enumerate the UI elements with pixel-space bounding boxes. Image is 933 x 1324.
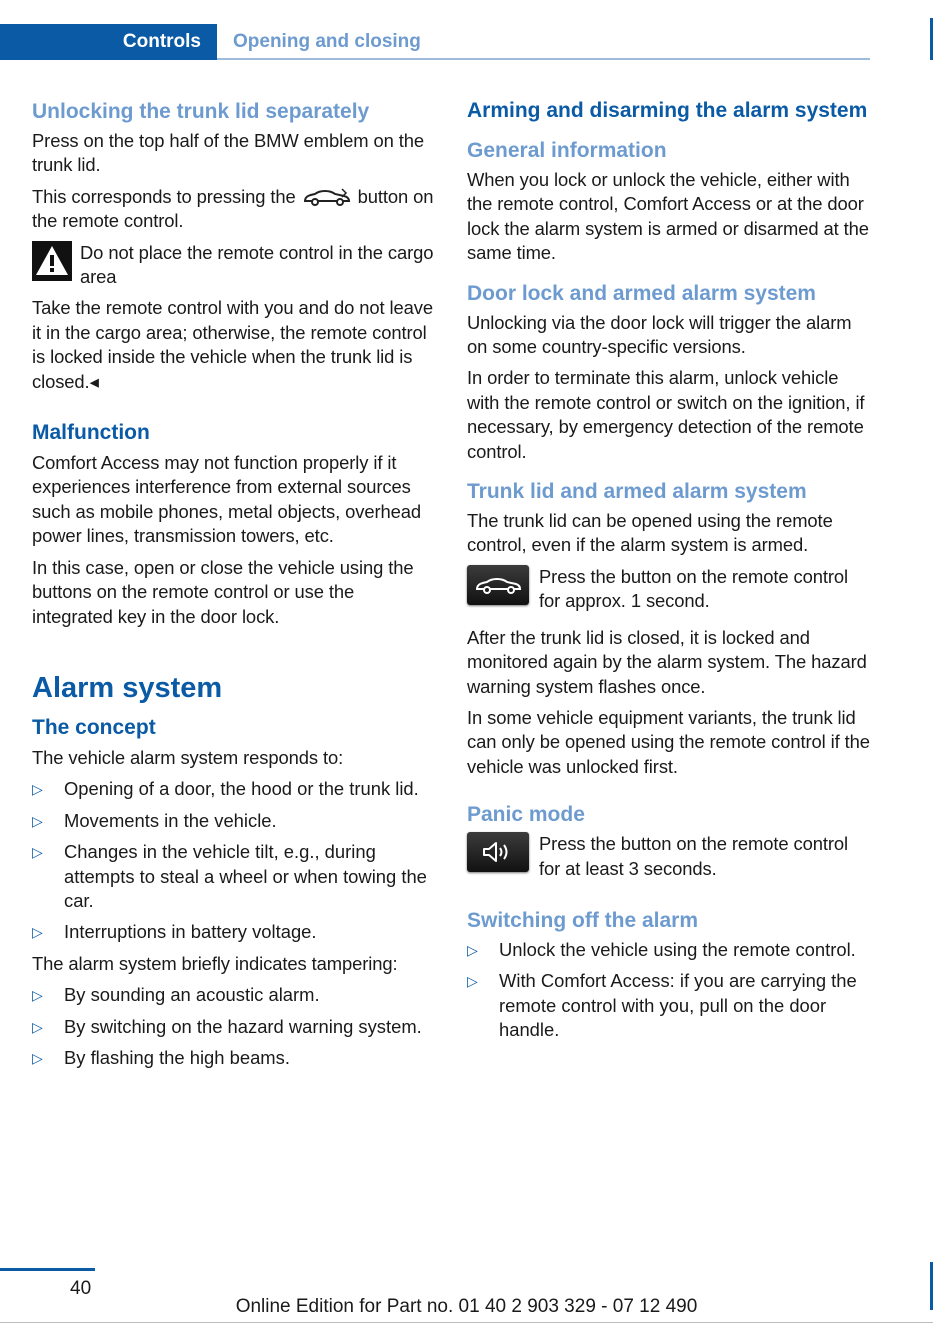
heading-general-information: General information	[467, 139, 667, 162]
panic-key-text: Press the button on the remote control for at least 3 seconds.	[539, 833, 849, 879]
footer-rule	[0, 1268, 95, 1271]
bullet-triangle-icon: ▷	[32, 781, 43, 798]
bullet-triangle-icon: ▷	[32, 1049, 43, 1066]
list-item: ▷ By flashing the high beams.	[32, 1046, 436, 1070]
trunk-button-icon	[467, 565, 529, 605]
heading-the-concept: The concept	[32, 715, 156, 739]
list-item: ▷ Opening of a door, the hood or the trunk lid.	[32, 777, 436, 801]
section-tab-opening-closing[interactable]: Opening and closing	[233, 31, 421, 52]
trunk-paragraph-1: The trunk lid can be opened using the remote control, even if the alarm system is armed.	[467, 510, 833, 556]
list-item: ▷ Movements in the vehicle.	[32, 809, 436, 833]
heading-trunk-lid-alarm: Trunk lid and armed alarm system	[467, 480, 807, 504]
section-tab-controls[interactable]: Controls	[0, 24, 217, 60]
unlocking-paragraph-2	[32, 185, 436, 234]
trunk-paragraph-2: After the trunk lid is closed, it is locked and monitored again by the alarm system. The hazard warning system flashes once.	[467, 626, 867, 697]
concept-list	[32, 777, 436, 944]
trunk-paragraph-3: In some vehicle equipment variants, the trunk lid can only be opened using the remote control if the vehicle was unlocked first.	[467, 706, 870, 777]
malfunction-paragraph-1: Comfort Access may not function properly if it experiences interference from external sources such as mobile phones, metal objects, overhead power lines, transmission towers, etc.	[32, 452, 421, 547]
bullet-triangle-icon: ▷	[467, 973, 478, 990]
footer-edition: Online Edition for Part no. 01 40 2 903 329 - 07 12 490	[235, 1296, 698, 1317]
heading-switching-off-alarm: Switching off the alarm	[467, 908, 699, 932]
heading-arming-disarming: Arming and disarming the alarm system	[467, 99, 868, 122]
list-item: ▷ By sounding an acoustic alarm.	[32, 983, 436, 1007]
page-number: 40	[70, 1278, 92, 1299]
switching-list	[467, 938, 871, 1043]
trunk-key-instruction	[467, 565, 871, 614]
warning-triangle-icon	[32, 241, 72, 281]
heading-panic-mode: Panic mode	[467, 803, 585, 827]
list-item: ▷ With Comfort Access: if you are carrying the remote control with you, pull on the door handle.	[467, 970, 857, 1041]
warning-note	[32, 241, 436, 290]
warning-text: Do not place the remote control in the cargo area	[80, 241, 434, 288]
panic-speaker-button-icon	[467, 832, 529, 872]
right-column	[467, 98, 871, 1050]
unlocking-text-after: button on the remote control.	[32, 185, 434, 232]
list-item: ▷ Changes in the vehicle tilt, e.g., during attempts to steal a wheel or when towing the car.	[32, 841, 427, 911]
bullet-triangle-icon: ▷	[32, 844, 43, 861]
doorlock-paragraph-2: In order to terminate this alarm, unlock vehicle with the remote control or switch on the ignition, if necessary, by emergency detection of the remote control.	[467, 367, 865, 462]
malfunction-paragraph-2: In this case, open or close the vehicle using the buttons on the remote control or use the integrated key in the door lock.	[32, 556, 414, 627]
list-item: ▷ By switching on the hazard warning system.	[32, 1015, 436, 1039]
unlocking-paragraph-1: Press on the top half of the BMW emblem on the trunk lid.	[32, 130, 425, 176]
heading-alarm-system: Alarm system	[32, 671, 223, 704]
bullet-triangle-icon: ▷	[32, 812, 43, 829]
heading-door-lock-alarm: Door lock and armed alarm system	[467, 281, 816, 305]
bullet-triangle-icon: ▷	[32, 1018, 43, 1035]
trunk-key-text: Press the button on the remote control for approx. 1 second.	[539, 565, 849, 612]
left-column	[32, 98, 436, 1077]
bullet-triangle-icon: ▷	[467, 941, 478, 958]
doorlock-paragraph-1: Unlocking via the door lock will trigger the alarm on some country-specific versions.	[467, 311, 852, 358]
tamper-intro: The alarm system briefly indicates tampering:	[32, 952, 398, 974]
bottom-divider	[0, 1322, 933, 1323]
general-paragraph: When you lock or unlock the vehicle, either with the remote control, Comfort Access or at the door lock the alarm system is armed or disarmed at the same time.	[467, 169, 869, 264]
header-divider	[217, 58, 870, 60]
list-item: ▷ Interruptions in battery voltage.	[32, 920, 436, 944]
bullet-triangle-icon: ▷	[32, 924, 43, 941]
warning-paragraph: Take the remote control with you and do not leave it in the cargo area; otherwise, the remote control is locked inside the vehicle when the trunk lid is closed.◂	[32, 297, 433, 392]
trunk-car-icon	[302, 187, 352, 207]
list-item: ▷ Unlock the vehicle using the remote control.	[467, 938, 871, 962]
bullet-triangle-icon: ▷	[32, 987, 43, 1004]
concept-intro: The vehicle alarm system responds to:	[32, 746, 344, 768]
tamper-list	[32, 983, 436, 1070]
unlocking-text-before: This corresponds to pressing the	[32, 185, 296, 207]
heading-unlocking-trunk: Unlocking the trunk lid separately	[32, 100, 370, 123]
page-header	[0, 24, 870, 60]
panic-key-instruction	[467, 832, 871, 881]
heading-malfunction: Malfunction	[32, 421, 150, 445]
